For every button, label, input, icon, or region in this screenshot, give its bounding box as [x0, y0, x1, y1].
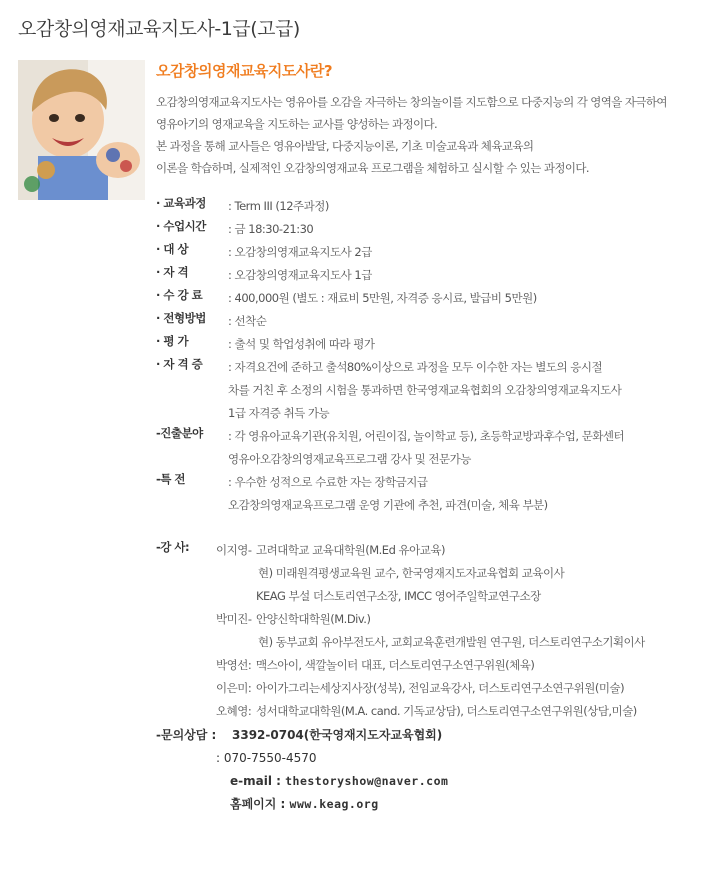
instructor-line: 맥스아이, 색깔놀이터 대표, 더스토리연구소연구위원(체육) — [256, 658, 535, 672]
detail-value: 오감창의영재교육프로그램 운영 기관에 추천, 파견(미술, 체육 부분) — [228, 498, 548, 512]
contact-email-row — [156, 770, 448, 793]
detail-value: : 자격요건에 준하고 출석80%이상으로 과정을 모두 이수한 자는 별도의 응시절 — [228, 360, 603, 374]
detail-row-certificate — [156, 356, 716, 425]
detail-value: : 우수한 성적으로 수료한 자는 장학금지급 — [228, 475, 428, 489]
homepage-label: 홈페이지 : — [230, 797, 290, 811]
page-title: 오감창의영재교육지도사-1급(고급) — [18, 18, 300, 40]
detail-row-time — [156, 218, 716, 241]
detail-label: · 교육과정 — [156, 196, 206, 210]
detail-row-qualification — [156, 264, 716, 287]
instructor-line: 고려대학교 교육대학원(M.Ed 유아교육) — [256, 543, 445, 557]
detail-row-benefits — [156, 471, 716, 517]
detail-row-course — [156, 195, 716, 218]
detail-value: 차를 거친 후 소정의 시험을 통과하면 한국영재교육협회의 오감창의영재교육지도사 — [228, 383, 622, 397]
detail-value: : Term III (12주과정) — [228, 199, 329, 213]
instructor-name: 이지영- — [216, 543, 252, 557]
instructor-line: 현) 미래원격평생교육원 교수, 한국영재지도자교육협회 교육이사 — [258, 566, 565, 580]
child-painting-photo — [18, 60, 145, 200]
detail-label: · 전형방법 — [156, 311, 206, 325]
intro-title: 오감창의영재교육지도사란? — [156, 62, 333, 80]
detail-value: : 오감창의영재교육지도사 1급 — [228, 268, 372, 282]
detail-value: : 각 영유아교육기관(유치원, 어린이집, 놀이학교 등), 초등학교방과후수업, 문화센터 — [228, 429, 625, 443]
instructor-line: KEAG 부설 더스토리연구소장, IMCC 영어주일학교연구소장 — [256, 589, 541, 603]
detail-value: : 선착순 — [228, 314, 267, 328]
detail-row-selection — [156, 310, 716, 333]
photo-illustration — [18, 60, 145, 200]
intro-section — [156, 60, 716, 179]
detail-value: : 오감창의영재교육지도사 2급 — [228, 245, 372, 259]
detail-row-career — [156, 425, 716, 471]
instructor-name: 이은미: — [216, 681, 252, 695]
detail-label: · 자 격 증 — [156, 357, 203, 371]
detail-value: : 400,000원 (별도 : 재료비 5만원, 자격증 응시료, 발급비 5만원) — [228, 291, 537, 305]
instructors-block — [156, 539, 716, 723]
contact-phone-secondary: : 070-7550-4570 — [216, 751, 317, 765]
detail-label: · 자 격 — [156, 265, 189, 279]
detail-value: : 금 18:30-21:30 — [228, 222, 314, 236]
instructor-name: 오혜영: — [216, 704, 252, 718]
detail-label: · 수 강 료 — [156, 288, 203, 302]
instructor-line: 성서대학교대학원(M.A. cand. 기독교상담), 더스토리연구소연구위원(상담,미술) — [256, 704, 637, 718]
detail-label: -특 전 — [156, 472, 185, 486]
intro-line: 오감창의영재교육지도사는 영유아를 오감을 자극하는 창의놀이를 지도함으로 다중지능의 각 영역을 자극하여 — [156, 95, 667, 109]
homepage-link[interactable]: www.keag.org — [289, 797, 379, 811]
detail-label: -진출분야 — [156, 426, 203, 440]
email-link[interactable]: thestoryshow@naver.com — [285, 774, 449, 788]
intro-line: 영유아기의 영재교육을 지도하는 교사를 양성하는 과정이다. — [156, 117, 438, 131]
contact-label: -문의상담 : — [156, 728, 217, 742]
contact-phone-main: 3392-0704(한국영재지도자교육협회) — [232, 728, 443, 742]
contact-section — [156, 724, 448, 816]
detail-row-target — [156, 241, 716, 264]
instructors-label: -강 사: — [156, 540, 190, 554]
instructor-name: 박미진- — [216, 612, 252, 626]
detail-label: · 평 가 — [156, 334, 189, 348]
detail-label: · 대 상 — [156, 242, 189, 256]
instructor-line: 현) 동부교회 유아부전도사, 교회교육훈련개발원 연구원, 더스토리연구소기획이사 — [258, 635, 645, 649]
detail-label: · 수업시간 — [156, 219, 206, 233]
detail-value: 영유아오감창의영재교육프로그램 강사 및 전문가능 — [228, 452, 471, 466]
contact-homepage-row — [156, 793, 448, 816]
instructor-name: 박영선: — [216, 658, 252, 672]
instructor-line: 아이가그리는세상지사장(성북), 전임교육강사, 더스토리연구소연구위원(미술) — [256, 681, 625, 695]
detail-row-fee — [156, 287, 716, 310]
course-details — [156, 195, 716, 723]
email-label: e-mail : — [230, 774, 286, 788]
instructor-line: 안양신학대학원(M.Div.) — [256, 612, 371, 626]
detail-value: 1급 자격증 취득 가능 — [228, 406, 330, 420]
detail-row-evaluation — [156, 333, 716, 356]
intro-line: 본 과정을 통해 교사들은 영유아발달, 다중지능이론, 기초 미술교육과 체육교육의 — [156, 139, 534, 153]
detail-value: : 출석 및 학업성취에 따라 평가 — [228, 337, 375, 351]
intro-line: 이론을 학습하며, 실제적인 오감창의영재교육 프로그램을 체험하고 실시할 수 있는 과정이다. — [156, 161, 589, 175]
